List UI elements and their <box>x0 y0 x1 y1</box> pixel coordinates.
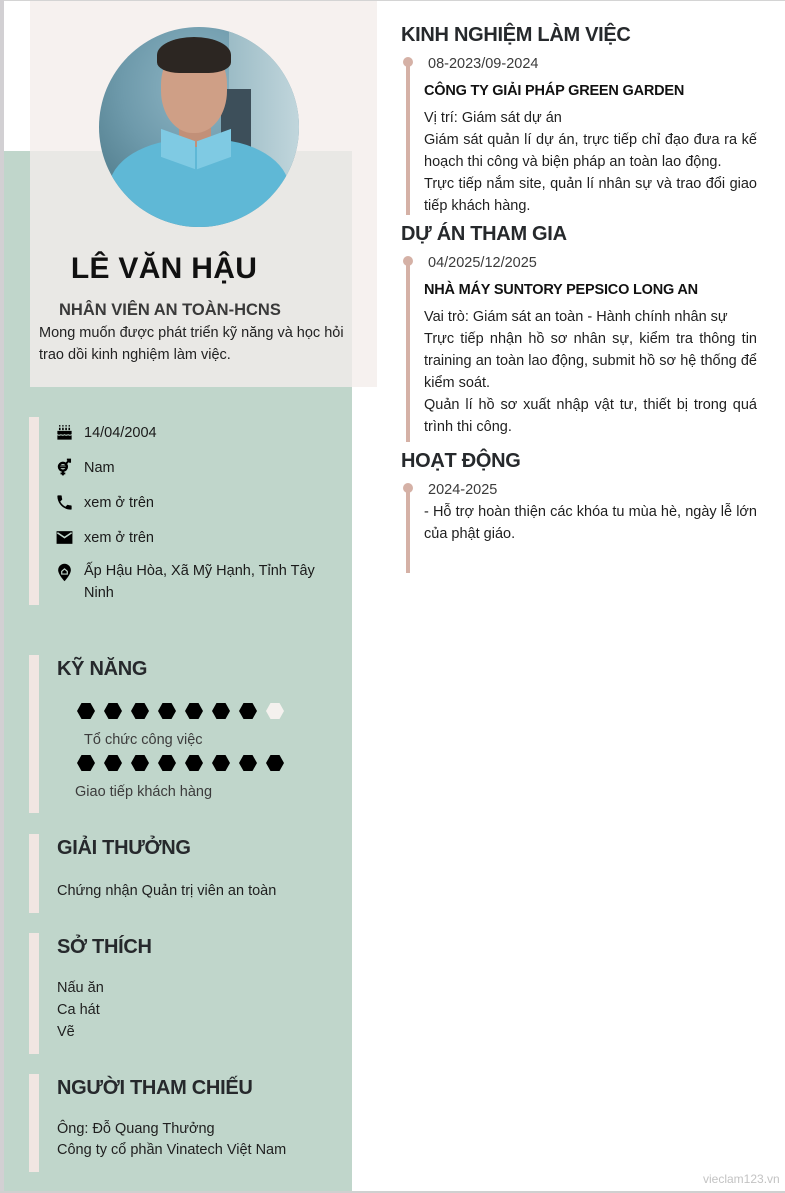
contact-address <box>54 560 324 604</box>
email-icon <box>54 527 74 547</box>
project-description <box>424 306 757 438</box>
activity-line: - Hỗ trợ hoàn thiện các khóa tu mùa hè, ngày lễ lớn của phật giáo. <box>424 504 757 542</box>
hobby-item: Vẽ <box>57 1024 75 1040</box>
candidate-name: LÊ VĂN HẬU <box>70 252 258 285</box>
timeline-dot <box>403 256 413 266</box>
skills-title: KỸ NĂNG <box>57 658 148 680</box>
job-title: NHÂN VIÊN AN TOÀN-HCNS <box>59 301 281 319</box>
activities-title: HOẠT ĐỘNG <box>401 450 521 472</box>
rating-hexagon-filled <box>212 755 230 771</box>
timeline-line <box>406 58 410 215</box>
experience-description <box>424 107 757 217</box>
rating-hexagon-filled <box>77 755 95 771</box>
rating-hexagon-filled <box>185 703 203 719</box>
contact-phone <box>54 492 324 514</box>
hobbies-section <box>29 933 352 1054</box>
email-address: xem ở trên <box>84 530 154 546</box>
experience-title: KINH NGHIỆM LÀM VIỆC <box>401 24 631 46</box>
skill-name-1: Tổ chức công việc <box>84 732 203 748</box>
contact-section <box>29 417 352 605</box>
reference-name: Ông: Đỗ Quang Thưởng <box>57 1121 215 1137</box>
awards-title: GIẢI THƯỞNG <box>57 837 191 859</box>
birth-date: 14/04/2004 <box>84 425 157 441</box>
rating-hexagon-filled <box>239 703 257 719</box>
activity-description <box>424 501 757 545</box>
rating-hexagon-filled <box>131 755 149 771</box>
experience-company: CÔNG TY GIẢI PHÁP GREEN GARDEN <box>424 83 685 99</box>
timeline-line <box>406 257 410 442</box>
phone-icon <box>54 492 74 512</box>
rating-hexagon-filled <box>104 755 122 771</box>
section-accent-bar <box>29 417 39 605</box>
avatar-photo <box>99 27 299 227</box>
career-objective: Mong muốn được phát triển kỹ năng và học hỏi trao dồi kinh nghiệm làm việc. <box>39 325 344 363</box>
project-line: Trực tiếp nhận hồ sơ nhân sự, kiểm tra thông tin training an toàn lao động, submit hồ sơ hệ thống để kiểm soát. <box>424 331 757 391</box>
hobby-item: Nấu ăn <box>57 980 104 996</box>
hobbies-title: SỞ THÍCH <box>57 936 152 958</box>
rating-hexagon-filled <box>239 755 257 771</box>
watermark: vieclam123.vn <box>703 1172 780 1186</box>
experience-line: Trực tiếp nắm site, quản lí nhân sự và trao đổi giao tiếp khách hàng. <box>424 176 757 214</box>
section-accent-bar <box>29 655 39 813</box>
rating-hexagon-filled <box>158 703 176 719</box>
references-title: NGƯỜI THAM CHIẾU <box>57 1077 253 1099</box>
contact-birthday <box>54 422 324 444</box>
birthday-cake-icon <box>54 422 74 442</box>
home-address: Ấp Hậu Hòa, Xã Mỹ Hạnh, Tỉnh Tây Ninh <box>84 563 315 601</box>
reference-company: Công ty cổ phần Vinatech Việt Nam <box>57 1142 287 1158</box>
rating-hexagon-filled <box>158 755 176 771</box>
timeline-dot <box>403 483 413 493</box>
project-line: Quản lí hồ sơ xuất nhập vật tư, thiết bị trong quá trình thi công. <box>424 397 757 435</box>
activity-date: 2024-2025 <box>428 482 498 498</box>
gender: Nam <box>84 460 115 476</box>
location-pin-icon <box>54 562 74 582</box>
awards-section <box>29 834 352 913</box>
references-section <box>29 1074 352 1172</box>
contact-gender <box>54 457 324 479</box>
phone-number: xem ở trên <box>84 495 154 511</box>
skill-rating-2 <box>77 755 293 771</box>
experience-line: Vị trí: Giám sát dự án <box>424 110 562 126</box>
section-accent-bar <box>29 933 39 1054</box>
rating-hexagon-empty <box>266 703 284 719</box>
section-accent-bar <box>29 834 39 913</box>
projects-title: DỰ ÁN THAM GIA <box>401 223 567 245</box>
rating-hexagon-filled <box>212 703 230 719</box>
hobby-item: Ca hát <box>57 1002 100 1018</box>
award-item: Chứng nhận Quản trị viên an toàn <box>57 883 277 899</box>
rating-hexagon-filled <box>185 755 203 771</box>
timeline-line <box>406 484 410 573</box>
project-line: Vai trò: Giám sát an toàn - Hành chính nhân sự <box>424 309 728 325</box>
skills-section <box>29 655 352 813</box>
rating-hexagon-filled <box>77 703 95 719</box>
contact-email <box>54 527 324 549</box>
rating-hexagon-filled <box>266 755 284 771</box>
timeline-dot <box>403 57 413 67</box>
rating-hexagon-filled <box>104 703 122 719</box>
skill-name-2: Giao tiếp khách hàng <box>75 784 213 800</box>
section-accent-bar <box>29 1074 39 1172</box>
project-date: 04/2025/12/2025 <box>428 255 537 271</box>
rating-hexagon-filled <box>131 703 149 719</box>
skill-rating-1 <box>77 703 293 719</box>
experience-line: Giám sát quản lí dự án, trực tiếp chỉ đạo đưa ra kế hoạch thi công và biện pháp an toàn lao động. <box>424 132 757 170</box>
project-name: NHÀ MÁY SUNTORY PEPSICO LONG AN <box>424 282 698 298</box>
experience-date: 08-2023/09-2024 <box>428 56 539 72</box>
gender-icon <box>54 457 74 477</box>
